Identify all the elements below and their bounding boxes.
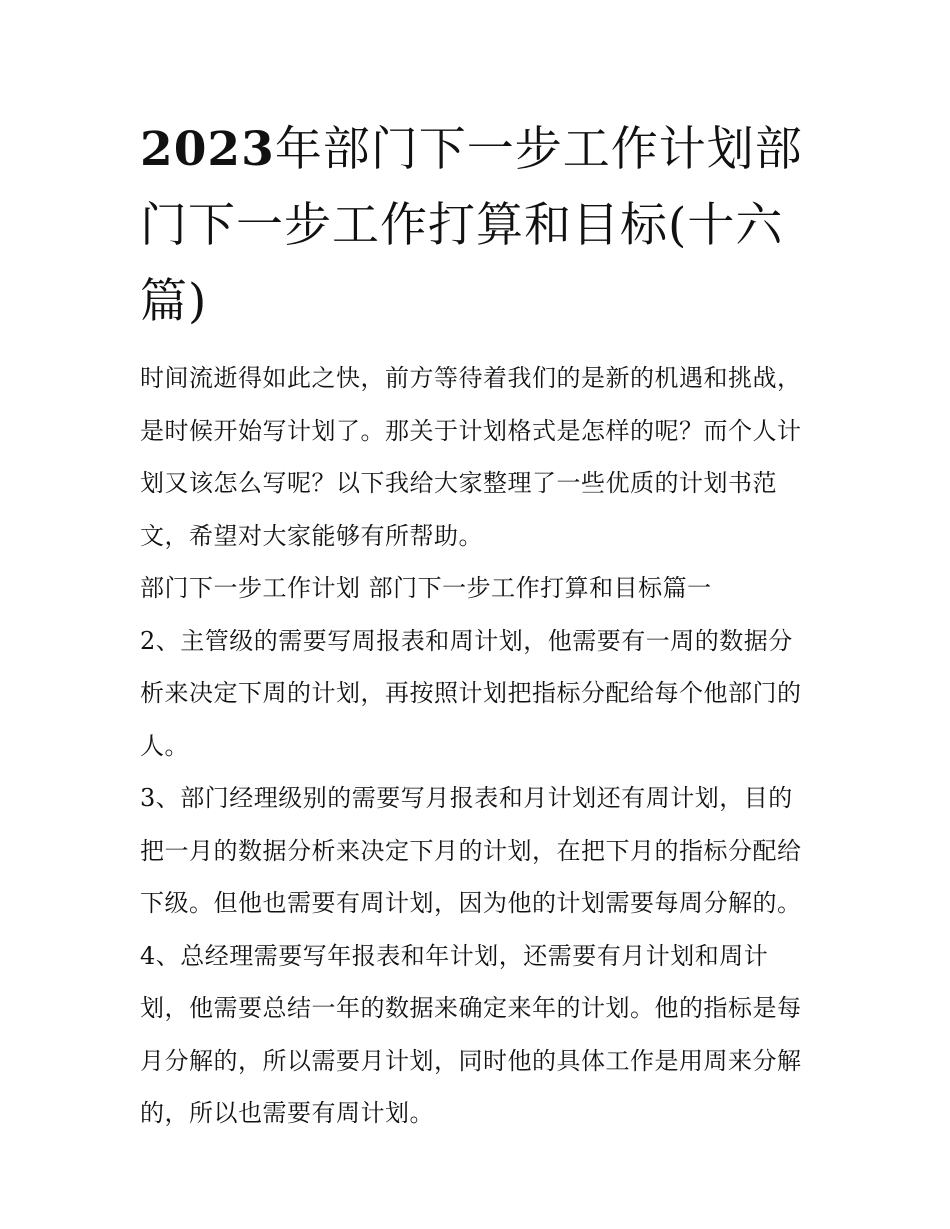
body-paragraph: 3、部门经理级别的需要写月报表和月计划还有周计划，目的把一月的数据分析来决定下月的计划，在把下月的指标分配给下级。但他也需要有周计划，因为他的计划需要每周分解的。 — [140, 784, 802, 917]
document-page — [140, 112, 812, 1140]
document-title — [140, 112, 812, 340]
title-year: 2023 — [140, 122, 275, 177]
title-text: 年部门下一步工作计划部门下一步工作打算和目标(十六篇) — [140, 122, 803, 329]
body-paragraph: 2、主管级的需要写周报表和周计划，他需要有一周的数据分析来决定下周的计划，再按照计划把指标分配给每个他部门的人。 — [140, 626, 802, 760]
document-body — [140, 352, 812, 1140]
body-paragraph: 4、总经理需要写年报表和年计划，还需要有月计划和周计划，他需要总结一年的数据来确定来年的计划。他的指标是每月分解的，所以需要月计划，同时他的具体工作是用周来分解的，所以也需要有周计划。 — [140, 941, 802, 1127]
section-heading: 部门下一步工作计划 部门下一步工作打算和目标篇一 — [140, 574, 712, 602]
intro-paragraph: 时间流逝得如此之快，前方等待着我们的是新的机遇和挑战，是时候开始写计划了。那关于计划格式是怎样的呢？而个人计划又该怎么写呢？以下我给大家整理了一些优质的计划书范文，希望对大家能够有所帮助。 — [140, 364, 802, 550]
